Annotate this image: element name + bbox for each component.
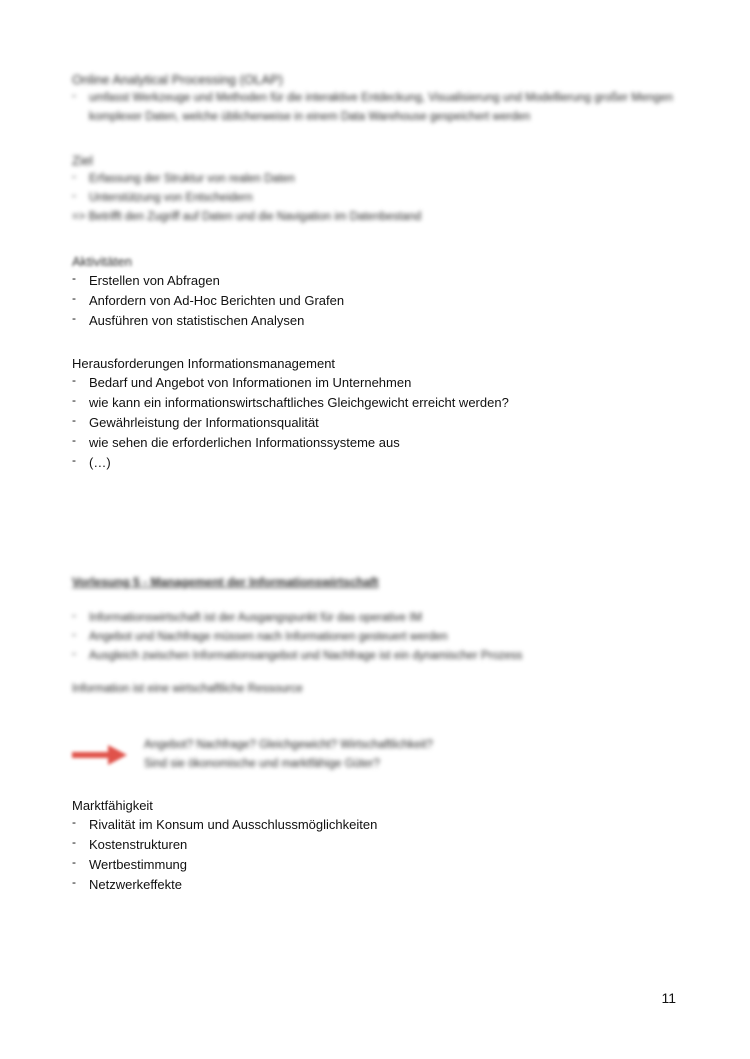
list-item xyxy=(72,835,692,855)
bullet-dash: - xyxy=(72,373,76,387)
list-item xyxy=(72,373,692,393)
bullet-dash: - xyxy=(72,875,76,889)
list-item-text: Rivalität im Konsum und Ausschlussmöglichkeiten xyxy=(89,817,378,832)
page-number: 11 xyxy=(661,990,676,1006)
list-item xyxy=(72,311,692,331)
list-item xyxy=(72,189,692,208)
list-item-text: Erfassung der Struktur von realen Daten xyxy=(89,173,295,185)
list-item-text: Erstellen von Abfragen xyxy=(89,273,220,288)
list-item xyxy=(72,89,679,127)
list-item xyxy=(72,433,692,453)
bullet-dash: - xyxy=(72,835,76,849)
list-item-text: Netzwerkeffekte xyxy=(89,877,182,892)
aktivitaeten-heading: Aktivitäten xyxy=(72,254,132,269)
list-item xyxy=(72,393,692,413)
herausforderungen-section xyxy=(72,355,692,473)
list-item xyxy=(72,453,692,473)
bullet-dash: - xyxy=(72,169,76,183)
list-item-text: Bedarf und Angebot von Informationen im Unternehmen xyxy=(89,375,412,390)
olap-list xyxy=(72,89,692,127)
olap-heading: Online Analytical Processing (OLAP) xyxy=(72,72,283,87)
list-item xyxy=(72,647,692,666)
list-item xyxy=(72,413,692,433)
ziel-heading: Ziel xyxy=(72,153,93,168)
vorlesung5-title: Vorlesung 5 - Management der Informationswirtschaft xyxy=(72,575,379,589)
arrow-line: Sind sie ökonomische und marktfähige Güter? xyxy=(144,758,380,770)
list-item-text: Gewährleistung der Informationsqualität xyxy=(89,415,319,430)
olap-section xyxy=(72,71,692,127)
arrow-callout-text xyxy=(144,736,433,774)
list-item-text: Kostenstrukturen xyxy=(89,837,188,852)
right-arrow-icon xyxy=(72,744,127,766)
list-item-text: Angebot und Nachfrage müssen nach Informationen gesteuert werden xyxy=(89,631,448,643)
list-item-text: wie kann ein informationswirtschaftliches Gleichgewicht erreicht werden? xyxy=(89,395,509,410)
bullet-dash: - xyxy=(72,646,76,660)
list-item-text: Ausgleich zwischen Informationsangebot und Nachfrage ist ein dynamischer Prozess xyxy=(89,650,523,662)
ziel-section xyxy=(72,152,692,227)
list-item-text: Anfordern von Ad-Hoc Berichten und Grafen xyxy=(89,293,345,308)
list-item-text: Informationswirtschaft ist der Ausgangspunkt für das operative IM xyxy=(89,612,423,624)
list-item-text: Ausführen von statistischen Analysen xyxy=(89,313,305,328)
aktivitaeten-list xyxy=(72,271,692,331)
list-item xyxy=(72,291,692,311)
bullet-dash: - xyxy=(72,188,76,202)
vorlesung5-statement: Information ist eine wirtschaftliche Ressource xyxy=(72,683,303,695)
arrow-callout xyxy=(72,736,672,776)
bullet-dash: - xyxy=(72,271,76,285)
ziel-list xyxy=(72,170,692,208)
bullet-dash: - xyxy=(72,627,76,641)
bullet-dash: - xyxy=(72,815,76,829)
bullet-dash: - xyxy=(72,311,76,325)
bullet-dash: - xyxy=(72,291,76,305)
list-item-text: umfasst Werkzeuge und Methoden für die interaktive Entdeckung, Visualisierung und Modellierung großer Mengen komplexer Daten, welche üblicherweise in einem Data Warehouse gespeichert werden xyxy=(89,92,673,123)
vorlesung5-list xyxy=(72,609,692,666)
list-item-text: wie sehen die erforderlichen Informationssysteme aus xyxy=(89,435,400,450)
bullet-dash: - xyxy=(72,608,76,622)
marktfaehigkeit-list xyxy=(72,815,692,895)
herausforderungen-heading: Herausforderungen Informationsmanagement xyxy=(72,356,336,371)
bullet-dash: - xyxy=(72,413,76,427)
bullet-dash: - xyxy=(72,453,76,467)
aktivitaeten-section xyxy=(72,253,692,331)
bullet-dash: - xyxy=(72,88,76,102)
list-item xyxy=(72,875,692,895)
list-item xyxy=(72,609,692,628)
vorlesung5-section xyxy=(72,575,692,698)
list-item-text: (…) xyxy=(89,455,111,470)
bullet-dash: - xyxy=(72,433,76,447)
bullet-dash: - xyxy=(72,393,76,407)
arrow-line: Angebot? Nachfrage? Gleichgewicht? Wirtschaftlichkeit? xyxy=(144,739,433,751)
list-item-text: Unterstützung von Entscheidern xyxy=(89,192,253,204)
list-item xyxy=(72,628,692,647)
list-item xyxy=(72,170,692,189)
list-item xyxy=(72,815,692,835)
herausforderungen-list xyxy=(72,373,692,473)
marktfaehigkeit-section xyxy=(72,797,692,895)
list-item xyxy=(72,855,692,875)
ziel-conclusion: => Betrifft den Zugriff auf Daten und die Navigation im Datenbestand xyxy=(72,211,422,223)
list-item xyxy=(72,271,692,291)
marktfaehigkeit-heading: Marktfähigkeit xyxy=(72,798,153,813)
bullet-dash: - xyxy=(72,855,76,869)
list-item-text: Wertbestimmung xyxy=(89,857,188,872)
